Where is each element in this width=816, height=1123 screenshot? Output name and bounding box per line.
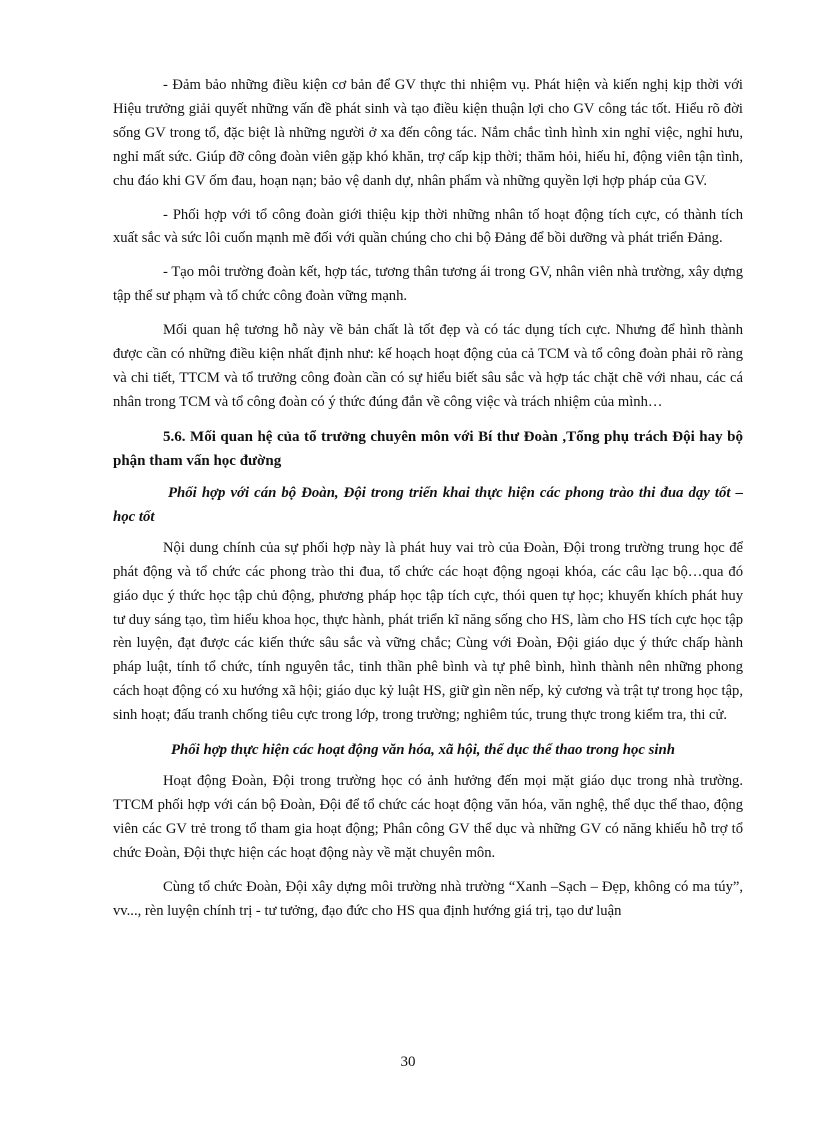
document-page	[113, 74, 743, 933]
paragraph: - Tạo môi trường đoàn kết, hợp tác, tương thân tương ái trong GV, nhân viên nhà trường, xây dựng tập thể sư phạm và tổ chức công đoàn vững mạnh.	[113, 264, 743, 305]
paragraph: Hoạt động Đoàn, Đội trong trường học có ảnh hưởng đến mọi mặt giáo dục trong nhà trường. TTCM phối hợp với cán bộ Đoàn, Đội để tổ chức các hoạt động văn hóa, văn nghệ, thể dục thể thao, động viên các GV trẻ trong tổ tham gia hoạt động; Phân công GV thể dục và những GV có năng khiếu hỗ trợ tổ chức Đoàn, Đội thực hiện các hoạt động này về mặt chuyên môn.	[113, 773, 743, 861]
paragraph: Nội dung chính của sự phối hợp này là phát huy vai trò của Đoàn, Đội trong trường trung học để phát động và tổ chức các phong trào thi đua, tổ chức các hoạt động ngoại khóa, các câu lạc bộ…qua đó giáo dục ý thức học tập chủ động, phương pháp học tập tích cực, thói quen tự học; khuyến khích phát huy tư duy sáng tạo, tìm hiểu khoa học, thực hành, phát triển kĩ năng sống cho HS, làm cho HS tích cực học tập rèn luyện, đạt được các kiến thức sâu sắc và vững chắc; Cùng với Đoàn, Đội giáo dục ý thức chấp hành pháp luật, tính tổ chức, tính nguyên tắc, tinh thần phê bình và tự phê bình, hình thành nên những phong cách hoạt động có xu hướng xã hội; giáo dục kỷ luật HS, giữ gìn nền nếp, kỷ cương và trật tự trong học tập, sinh hoạt; đấu tranh chống tiêu cực trong lớp, trong trường; nghiêm túc, trung thực trong kiểm tra, thi cử.	[113, 539, 743, 724]
subheading: Phối hợp với cán bộ Đoàn, Đội trong triển khai thực hiện các phong trào thi đua dạy tốt – học tốt	[113, 484, 743, 525]
paragraph: - Phối hợp với tổ công đoàn giới thiệu kịp thời những nhân tố hoạt động tích cực, có thành tích xuất sắc và sức lôi cuốn mạnh mẽ đối với quần chúng cho chi bộ Đảng để bồi dưỡng và phát triển Đảng.	[113, 206, 743, 247]
subheading: Phối hợp thực hiện các hoạt động văn hóa, xã hội, thể dục thể thao trong học sinh	[171, 742, 675, 759]
paragraph: Cùng tổ chức Đoàn, Đội xây dựng môi trường nhà trường “Xanh –Sạch – Đẹp, không có ma túy”, vv..., rèn luyện chính trị - tư tưởng, đạo đức cho HS qua định hướng giá trị, tạo dư luận	[113, 878, 743, 919]
section-heading: 5.6. Mối quan hệ của tổ trưởng chuyên môn với Bí thư Đoàn ,Tổng phụ trách Đội hay bộ phận tham vấn học đường	[113, 428, 743, 469]
page-number: 30	[400, 1054, 416, 1070]
paragraph: - Đảm bảo những điều kiện cơ bản để GV thực thi nhiệm vụ. Phát hiện và kiến nghị kịp thời với Hiệu trưởng giải quyết những vấn đề phát sinh và tạo điều kiện thuận lợi cho GV công tác tốt. Hiểu rõ đời sống GV trong tổ, đặc biệt là những người ở xa đến công tác. Nắm chắc tình hình xin nghỉ việc, nghỉ hưu, nghỉ mất sức. Giúp đỡ công đoàn viên gặp khó khăn, trợ cấp kịp thời; thăm hỏi, hiếu hỉ, động viên tận tình, chu đáo khi GV ốm đau, hoạn nạn; bảo vệ danh dự, nhân phẩm và những quyền lợi hợp pháp của GV.	[113, 77, 743, 189]
paragraph: Mối quan hệ tương hỗ này về bản chất là tốt đẹp và có tác dụng tích cực. Nhưng để hình thành được cần có những điều kiện nhất định như: kế hoạch hoạt động của cả TCM và tổ công đoàn phải rõ ràng và chi tiết, TTCM và tổ trưởng công đoàn cần có sự hiểu biết sâu sắc và hợp tác chặt chẽ với nhau, các cá nhân trong TCM và tổ công đoàn có ý thức đúng đắn về công việc và trách nhiệm của mình…	[113, 322, 743, 410]
